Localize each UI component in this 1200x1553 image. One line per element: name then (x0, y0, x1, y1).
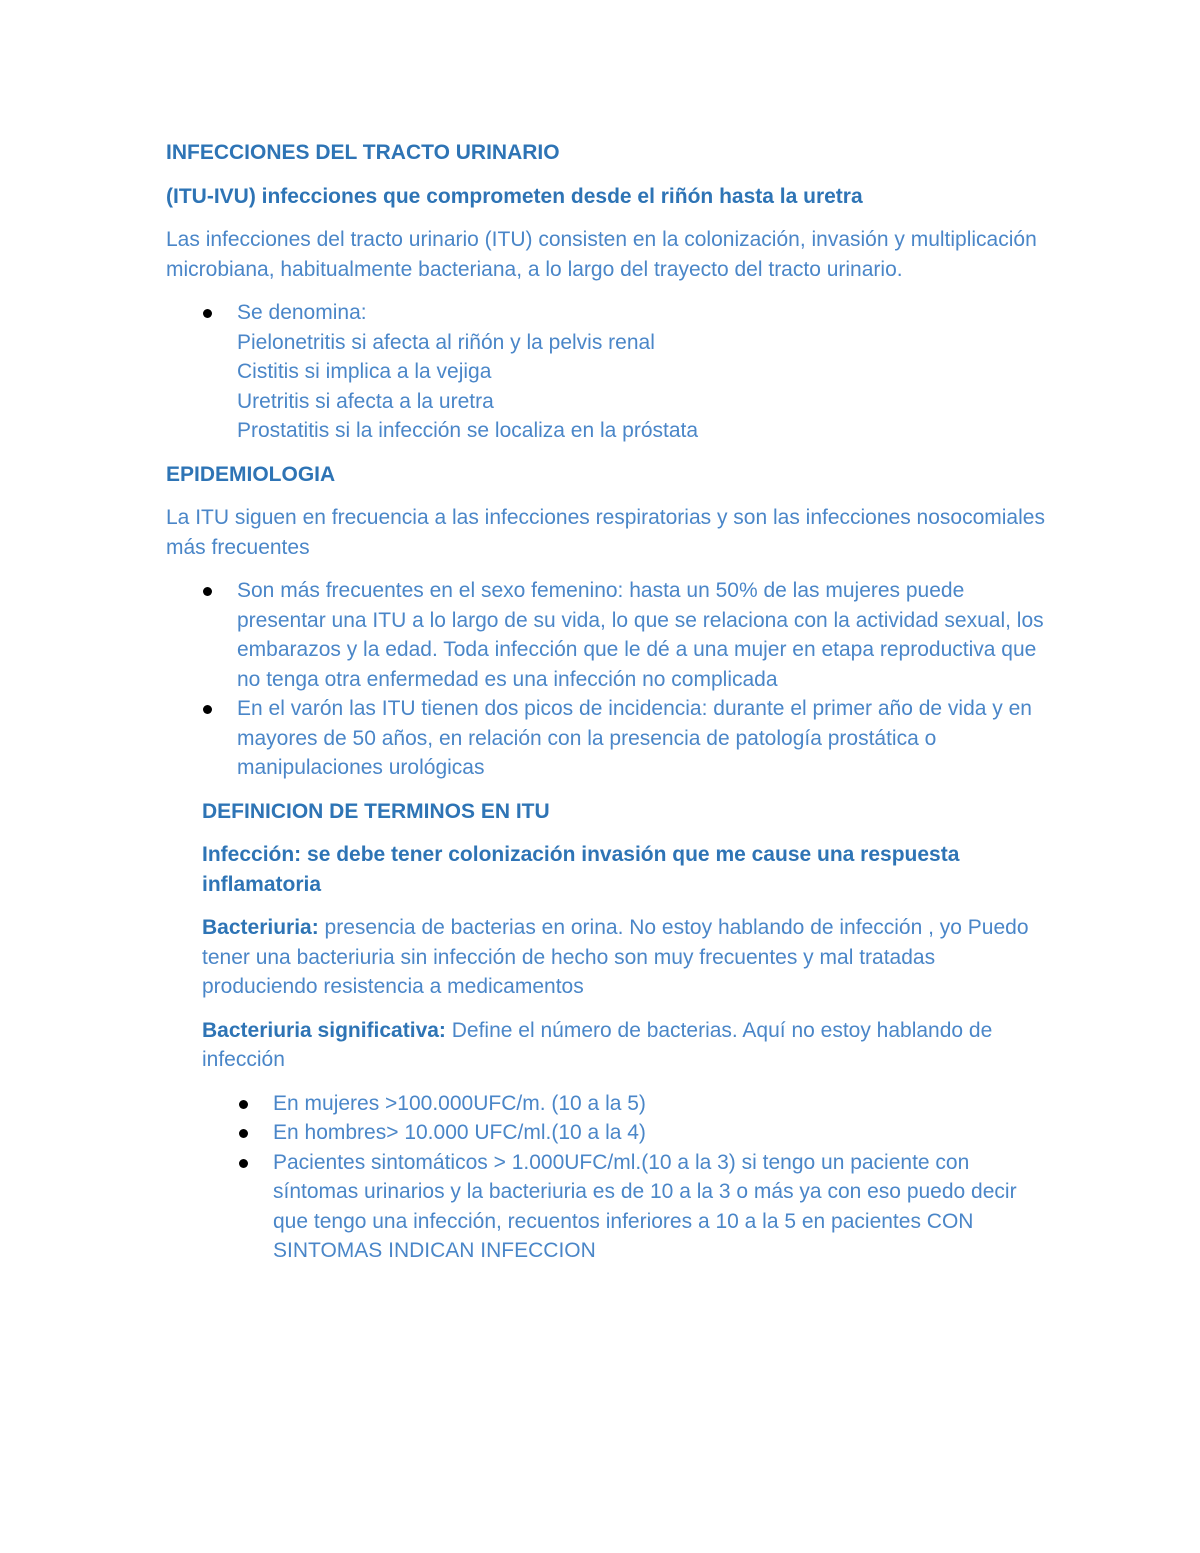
bacteriuria-text: presencia de bacterias en orina. No estoy hablando de infección , yo Puedo tener una bacteriuria sin infección de hecho son muy frecuentes y mal tratadas produciendo resistencia a medicamentos (202, 916, 1029, 998)
bullet-icon (239, 1129, 248, 1138)
document-title: INFECCIONES DEL TRACTO URINARIO (166, 141, 560, 164)
document-body (166, 138, 1046, 1266)
bullet-icon (239, 1159, 248, 1168)
denomina-line: Uretritis si afecta a la uretra (237, 389, 494, 413)
list-item (202, 1148, 1046, 1266)
infeccion-definition: Infección: se debe tener colonización invasión que me cause una respuesta inflamatoria (202, 843, 960, 896)
bacteriuria-label: Bacteriuria: (202, 916, 319, 939)
list-item-text: En el varón las ITU tienen dos picos de incidencia: durante el primer año de vida y en mayores de 50 años, en relación con la presencia de patología prostática o manipulaciones urológicas (237, 697, 1032, 779)
bullet-icon (239, 1100, 248, 1109)
significativa-definition (202, 1016, 1046, 1075)
denomina-line: Pielonetritis si afecta al riñón y la pelvis renal (237, 330, 655, 354)
list-item-text: Pacientes sintomáticos > 1.000UFC/ml.(10 a la 3) si tengo un paciente con síntomas urinarios y la bacteriuria es de 10 a la 3 o más ya con eso puedo decir que tengo una infección, recuentos inferiores a 10 a la 5 en pacientes CON SINTOMAS INDICAN INFECCION (273, 1150, 1017, 1262)
bullet-icon (203, 587, 212, 596)
list-item (166, 576, 1046, 694)
significativa-text: Define el número de bacterias. Aquí no estoy hablando de infección (202, 1018, 993, 1071)
bacteriuria-definition (202, 913, 1046, 1002)
list-item (202, 1089, 1046, 1119)
list-item-text: En mujeres >100.000UFC/m. (10 a la 5) (273, 1091, 646, 1115)
document-subtitle: (ITU-IVU) infecciones que comprometen desde el riñón hasta la uretra (166, 184, 863, 208)
significativa-label: Bacteriuria significativa: (202, 1018, 446, 1042)
ufc-list (202, 1089, 1046, 1266)
epidemiologia-heading: EPIDEMIOLOGIA (166, 462, 336, 486)
list-item (202, 1118, 1046, 1148)
list-item (166, 298, 1046, 446)
epidemiologia-list (166, 576, 1046, 783)
bullet-icon (203, 705, 212, 714)
denomina-line: Cistitis si implica a la vejiga (237, 360, 492, 383)
epidemiologia-paragraph: La ITU siguen en frecuencia a las infecciones respiratorias y son las infecciones nosocomiales más frecuentes (166, 506, 1045, 559)
definicion-section (202, 797, 1046, 1266)
intro-paragraph: Las infecciones del tracto urinario (ITU) consisten en la colonización, invasión y multiplicación microbiana, habitualmente bacteriana, a lo largo del trayecto del tracto urinario. (166, 228, 1037, 281)
list-item (166, 694, 1046, 783)
denomina-line: Prostatitis si la infección se localiza en la próstata (237, 419, 699, 442)
list-item-text: En hombres> 10.000 UFC/ml.(10 a la 4) (273, 1121, 646, 1144)
list-item-text: Son más frecuentes en el sexo femenino: hasta un 50% de las mujeres puede presentar una ITU a lo largo de su vida, lo que se relaciona con la actividad sexual, los embarazos y la edad. Toda infección que le dé a una mujer en etapa reproductiva que no tenga otra enfermedad es una infección no complicada (237, 579, 1044, 691)
definicion-heading: DEFINICION DE TERMINOS EN ITU (202, 799, 550, 823)
denomina-label: Se denomina: (237, 301, 367, 324)
bullet-icon (203, 309, 212, 318)
denomina-list (166, 298, 1046, 446)
